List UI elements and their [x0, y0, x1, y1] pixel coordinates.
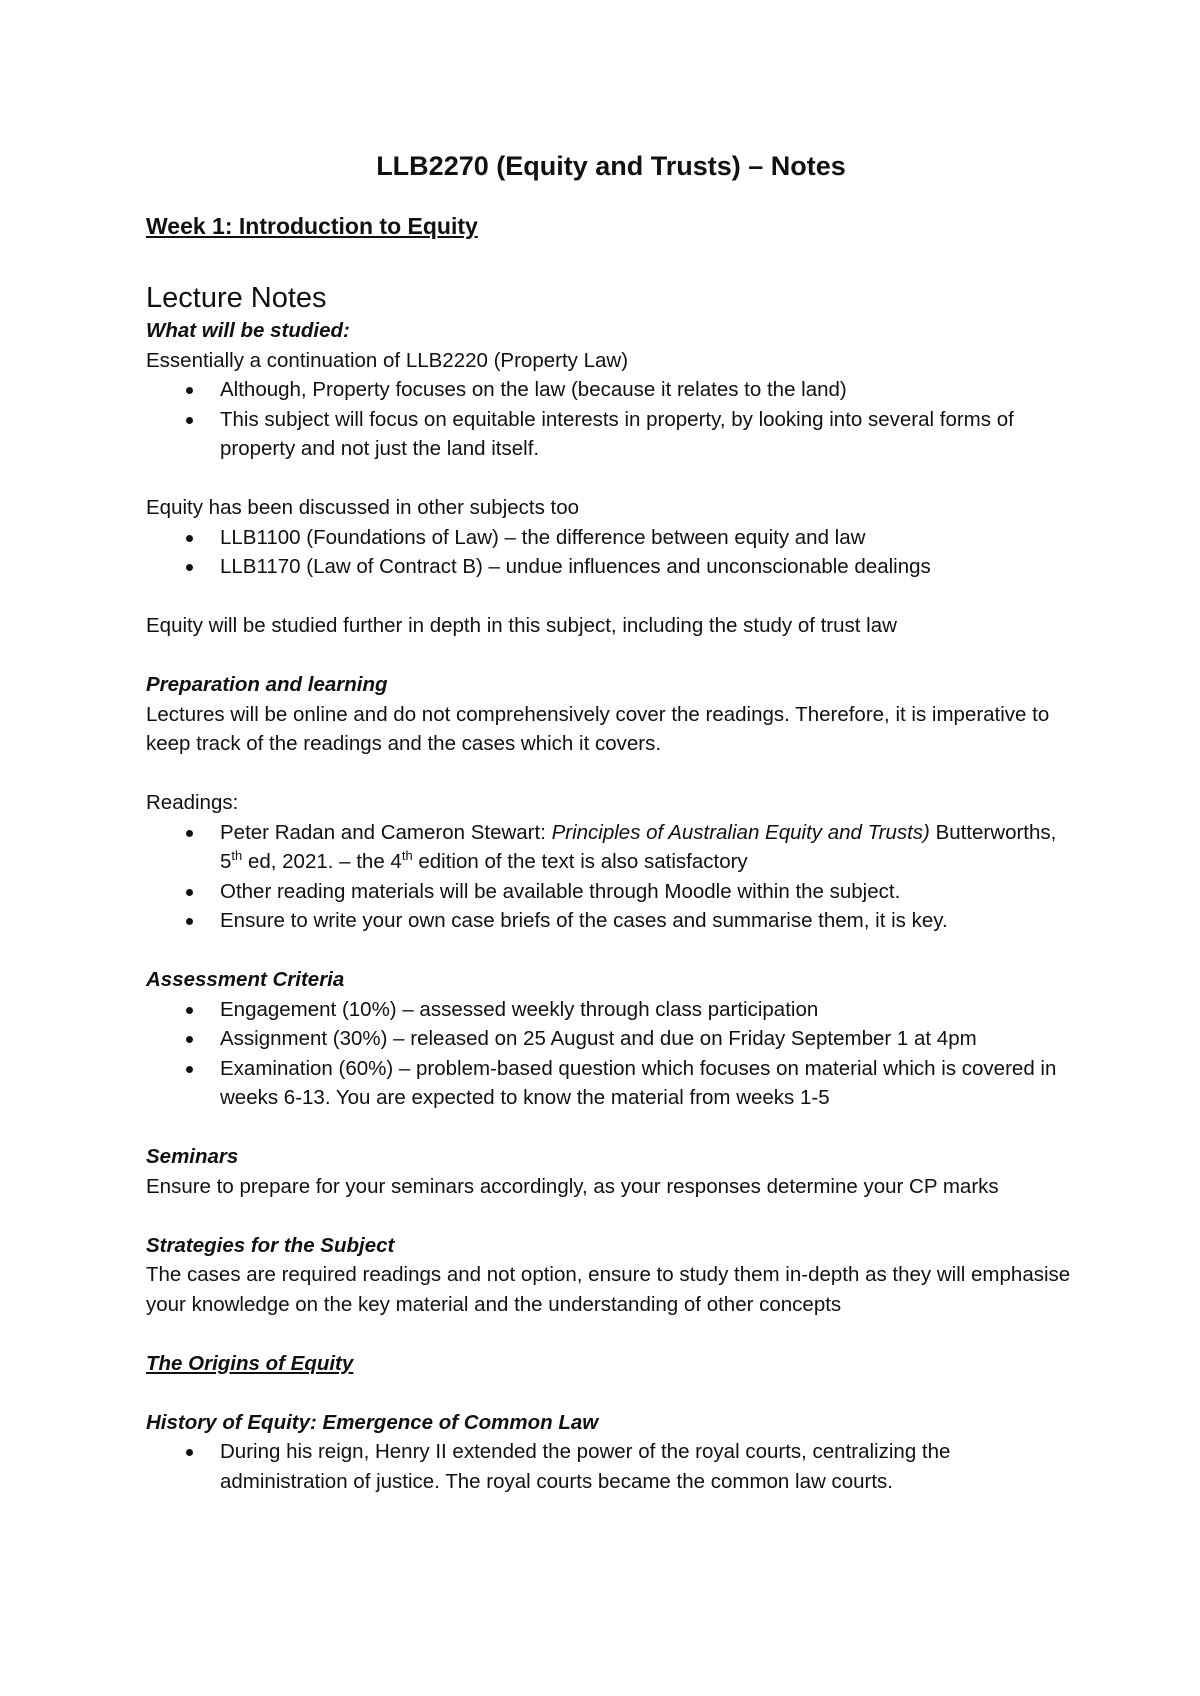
- superscript-ordinal: th: [231, 848, 243, 864]
- week-heading: Week 1: Introduction to Equity: [146, 213, 478, 239]
- list-item: LLB1100 (Foundations of Law) – the difference between equity and law: [220, 523, 1076, 553]
- other-subjects-intro: Equity has been discussed in other subjects too: [146, 496, 580, 519]
- assessment-list: [146, 995, 1076, 1113]
- readings-list: [146, 818, 1076, 936]
- seminars-heading: Seminars: [146, 1145, 239, 1168]
- preparation-heading: Preparation and learning: [146, 673, 388, 696]
- what-studied-list: [146, 375, 1076, 464]
- what-studied-intro: Essentially a continuation of LLB2220 (Property Law): [146, 348, 629, 372]
- history-heading: History of Equity: Emergence of Common Law: [146, 1410, 599, 1434]
- seminars-text: Ensure to prepare for your seminars accordingly, as your responses determine your CP marks: [146, 1174, 999, 1198]
- reading-item-textbook: [220, 818, 1076, 877]
- preparation-text: Lectures will be online and do not comprehensively cover the readings. Therefore, it is imperative to keep track of the readings and the cases which it covers.: [146, 702, 1050, 755]
- list-item: Engagement (10%) – assessed weekly through class participation: [220, 995, 1076, 1025]
- reading-edition: ed, 2021. – the 4: [242, 850, 402, 873]
- list-item: LLB1170 (Law of Contract B) – undue influences and unconscionable dealings: [220, 552, 1076, 582]
- list-item: During his reign, Henry II extended the power of the royal courts, centralizing the administration of justice. The royal courts became the common law courts.: [220, 1437, 1076, 1496]
- strategies-text: The cases are required readings and not option, ensure to study them in-depth as they will emphasise your knowledge on the key material and the understanding of other concepts: [146, 1263, 1071, 1316]
- list-item: This subject will focus on equitable interests in property, by looking into several forms of property and not just the land itself.: [220, 405, 1076, 464]
- list-item: Other reading materials will be available through Moodle within the subject.: [220, 877, 1076, 907]
- history-list: [146, 1437, 1076, 1496]
- superscript-ordinal: th: [401, 848, 413, 864]
- reading-publisher: Butterworths, 5: [220, 820, 1057, 873]
- document-title: LLB2270 (Equity and Trusts) – Notes: [376, 151, 846, 181]
- reading-edition-note: edition of the text is also satisfactory: [412, 850, 748, 873]
- reading-book-title: Principles of Australian Equity and Trusts): [551, 820, 930, 844]
- lecture-notes-heading: Lecture Notes: [146, 282, 327, 314]
- list-item: Although, Property focuses on the law (because it relates to the land): [220, 375, 1076, 405]
- document-content: [146, 148, 1076, 1496]
- strategies-heading: Strategies for the Subject: [146, 1233, 395, 1257]
- other-subjects-list: [146, 523, 1076, 582]
- origins-heading: The Origins of Equity: [146, 1351, 354, 1375]
- list-item: Examination (60%) – problem-based question which focuses on material which is covered in weeks 6-13. You are expected to know the material from weeks 1-5: [220, 1054, 1076, 1113]
- assessment-heading: Assessment Criteria: [146, 968, 345, 991]
- reading-authors: Peter Radan and Cameron Stewart:: [220, 820, 552, 844]
- list-item: Assignment (30%) – released on 25 August and due on Friday September 1 at 4pm: [220, 1024, 1076, 1054]
- readings-label: Readings:: [146, 791, 239, 814]
- what-studied-heading: What will be studied:: [146, 319, 350, 342]
- further-study-text: Equity will be studied further in depth in this subject, including the study of trust law: [146, 614, 897, 637]
- list-item: Ensure to write your own case briefs of the cases and summarise them, it is key.: [220, 906, 1076, 936]
